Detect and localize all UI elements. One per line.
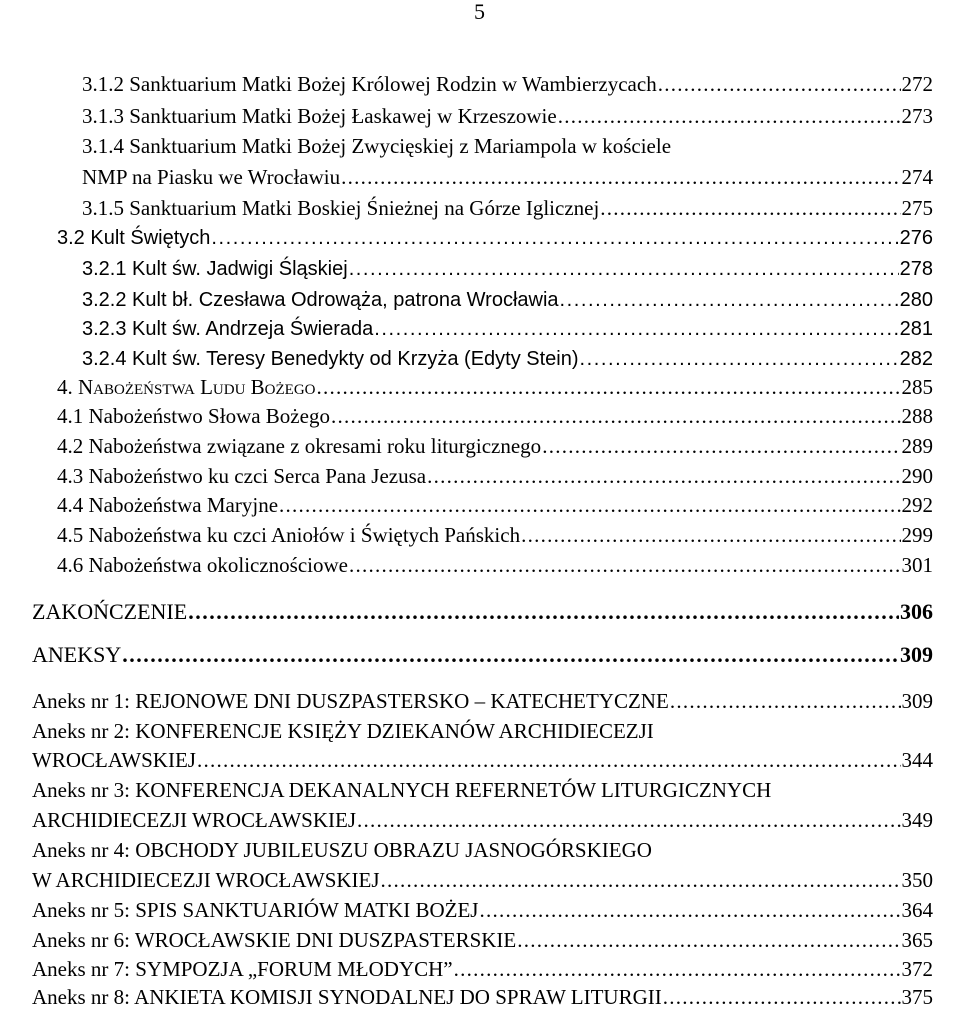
toc-entry-label: 4.3 Nabożeństwo ku czci Serca Pana Jezusa	[57, 464, 427, 488]
toc-entry-label: 3.2 Kult Świętych	[57, 227, 211, 249]
dot-leader	[560, 287, 899, 314]
toc-page-number: 273	[901, 104, 933, 128]
toc-page-number: 299	[901, 523, 933, 547]
toc-page-number: 344	[901, 748, 933, 772]
dot-leader	[349, 256, 899, 283]
toc-entry-label: 4.6 Nabożeństwa okolicznościowe	[57, 553, 348, 577]
toc-entry-aneksy[interactable]	[32, 641, 933, 668]
toc-entry-3-1-5[interactable]	[82, 195, 933, 222]
toc-page-number: 290	[901, 464, 933, 488]
toc-page-number: 275	[901, 196, 933, 220]
toc-entry-label: 4.2 Nabożeństwa związane z okresami roku liturgicznego	[57, 434, 542, 458]
toc-entry-aneks-2-line1[interactable]: Aneks nr 2: KONFERENCJE KSIĘŻY DZIEKANÓW ARCHIDIECEZJI	[32, 719, 654, 743]
toc-page-number: 281	[899, 318, 933, 340]
dot-leader	[670, 688, 901, 715]
dot-leader	[454, 956, 901, 983]
toc-entry-4-4[interactable]	[57, 492, 933, 519]
toc-entry-aneks-1[interactable]	[32, 688, 933, 715]
toc-entry-label: 4.5 Nabożeństwa ku czci Aniołów i Świętych Pańskich	[57, 523, 521, 547]
toc-page-number: 350	[901, 868, 933, 892]
toc-entry-aneks-2[interactable]	[32, 747, 933, 774]
dot-leader	[279, 492, 900, 519]
toc-entry-3-2-2[interactable]	[82, 287, 933, 314]
toc-entry-3-1-2[interactable]	[82, 71, 933, 98]
toc-entry-4[interactable]	[57, 374, 933, 401]
toc-page-number: 309	[900, 642, 933, 667]
dot-leader	[658, 71, 901, 98]
toc-page-number: 272	[901, 72, 933, 96]
toc-entry-label: ZAKOŃCZENIE	[32, 599, 188, 624]
toc-entry-aneks-4[interactable]	[32, 867, 933, 894]
dot-leader	[331, 403, 901, 430]
toc-entry-label: ARCHIDIECEZJI WROCŁAWSKIEJ	[32, 808, 356, 832]
dot-leader	[479, 897, 900, 924]
toc-entry-aneks-6[interactable]	[32, 927, 933, 954]
dot-leader	[197, 747, 901, 774]
dot-leader	[558, 103, 901, 130]
toc-page-number: 349	[901, 808, 933, 832]
dot-leader	[316, 374, 900, 401]
toc-entry-aneks-3[interactable]	[32, 807, 933, 834]
dot-leader	[211, 225, 898, 252]
toc-entry-label: 3.2.4 Kult św. Teresy Benedykty od Krzyża (Edyty Stein)	[82, 348, 579, 370]
toc-entry-3-2[interactable]	[57, 225, 933, 252]
toc-entry-label: WROCŁAWSKIEJ	[32, 748, 196, 772]
dot-leader	[542, 433, 900, 460]
toc-page-number: 285	[901, 375, 933, 399]
toc-entry-aneks-5[interactable]	[32, 897, 933, 924]
toc-page-number: 289	[901, 434, 933, 458]
toc-page-number: 276	[899, 227, 933, 249]
toc-entry-label: NMP na Piasku we Wrocławiu	[82, 165, 341, 189]
toc-page-number: 365	[901, 928, 933, 952]
dot-leader	[357, 807, 901, 834]
toc-page-number: 282	[899, 348, 933, 370]
dot-leader	[517, 927, 900, 954]
toc-entry-label: Aneks nr 7: SYMPOZJA „FORUM MŁODYCH”	[32, 957, 453, 981]
toc-entry-3-1-4[interactable]	[82, 164, 933, 191]
toc-entry-aneks-8[interactable]	[32, 984, 933, 1011]
toc-entry-3-2-1[interactable]	[82, 256, 933, 283]
dot-leader	[600, 195, 900, 222]
toc-entry-4-5[interactable]	[57, 522, 933, 549]
toc-page-number: 306	[900, 599, 933, 624]
toc-entry-4-2[interactable]	[57, 433, 933, 460]
dot-leader	[427, 463, 900, 490]
dot-leader	[374, 316, 898, 343]
toc-page-number: 301	[901, 553, 933, 577]
page-number: 5	[474, 0, 485, 24]
toc-page-number: 292	[901, 493, 933, 517]
dot-leader	[341, 164, 900, 191]
toc-page-number: 280	[899, 289, 933, 311]
toc-entry-3-2-4[interactable]	[82, 346, 933, 373]
toc-entry-aneks-3-line1[interactable]: Aneks nr 3: KONFERENCJA DEKANALNYCH REFERNETÓW LITURGICZNYCH	[32, 778, 772, 802]
dot-leader	[381, 867, 901, 894]
toc-entry-label: 3.2.1 Kult św. Jadwigi Śląskiej	[82, 258, 348, 280]
toc-page-number: 278	[899, 258, 933, 280]
dot-leader	[663, 984, 901, 1011]
toc-entry-label: 4.1 Nabożeństwo Słowa Bożego	[57, 404, 330, 428]
toc-entry-label: Aneks nr 5: SPIS SANKTUARIÓW MATKI BOŻEJ	[32, 898, 479, 922]
toc-entry-label: 3.1.3 Sanktuarium Matki Bożej Łaskawej w Krzeszowie	[82, 104, 557, 128]
toc-entry-label: 4.4 Nabożeństwa Maryjne	[57, 493, 279, 517]
toc-entry-label: ANEKSY	[32, 642, 122, 667]
toc-page-number: 364	[901, 898, 933, 922]
dot-leader	[580, 346, 899, 373]
toc-entry-4-6[interactable]	[57, 552, 933, 579]
toc-entry-aneks-7[interactable]	[32, 956, 933, 983]
toc-entry-label: 4. Nabożeństwa Ludu Bożego	[57, 375, 316, 399]
toc-entry-label: Aneks nr 6: WROCŁAWSKIE DNI DUSZPASTERSKIE	[32, 928, 517, 952]
toc-entry-zakonczenie[interactable]	[32, 598, 933, 625]
toc-entry-3-1-3[interactable]	[82, 103, 933, 130]
dot-leader	[521, 522, 900, 549]
toc-page-number: 274	[901, 165, 933, 189]
toc-entry-4-1[interactable]	[57, 403, 933, 430]
toc-entry-label: 3.1.5 Sanktuarium Matki Boskiej Śnieżnej na Górze Iglicznej	[82, 196, 600, 220]
dot-leader	[349, 552, 901, 579]
toc-entry-label: Aneks nr 1: REJONOWE DNI DUSZPASTERSKO – KATECHETYCZNE	[32, 689, 669, 713]
dot-leader	[122, 641, 899, 668]
toc-entry-3-2-3[interactable]	[82, 316, 933, 343]
toc-entry-label: Aneks nr 8: ANKIETA KOMISJI SYNODALNEJ DO SPRAW LITURGII	[32, 985, 662, 1009]
toc-entry-label: 3.2.2 Kult bł. Czesława Odrowąża, patrona Wrocławia	[82, 289, 559, 311]
toc-page-number: 372	[901, 957, 933, 981]
toc-page-number: 309	[901, 689, 933, 713]
toc-page-number: 375	[901, 985, 933, 1009]
toc-page-number: 288	[901, 404, 933, 428]
toc-entry-label: W ARCHIDIECEZJI WROCŁAWSKIEJ	[32, 868, 380, 892]
toc-entry-3-1-4-line1[interactable]: 3.1.4 Sanktuarium Matki Bożej Zwycięskiej z Mariampola w kościele	[82, 134, 672, 158]
toc-entry-label: 3.2.3 Kult św. Andrzeja Świerada	[82, 318, 374, 340]
toc-entry-label: 3.1.2 Sanktuarium Matki Bożej Królowej Rodzin w Wambierzycach	[82, 72, 657, 96]
toc-entry-aneks-4-line1[interactable]: Aneks nr 4: OBCHODY JUBILEUSZU OBRAZU JASNOGÓRSKIEGO	[32, 838, 652, 862]
dot-leader	[188, 598, 899, 625]
toc-entry-4-3[interactable]	[57, 463, 933, 490]
